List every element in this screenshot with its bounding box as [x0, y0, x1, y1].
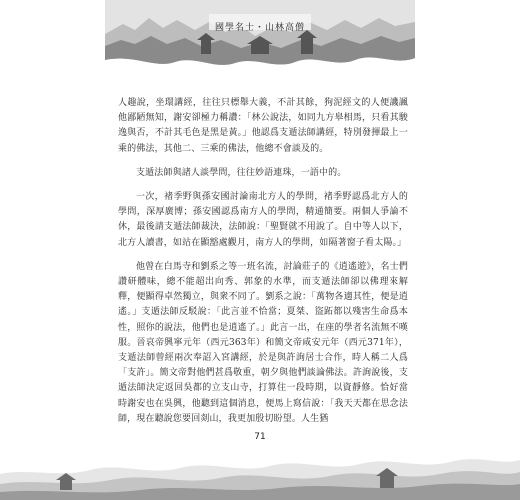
page-number: 71: [254, 432, 266, 442]
page-body: [118, 96, 408, 436]
paragraph: 支遁法師與諸人談學問，往往妙語連珠，一語中的。: [136, 167, 347, 178]
paragraph: 他曾在白馬寺和劉系之等一班名流，討論莊子的《逍遙遊》，名士們讚研體味，總不能超出向秀、郭象的水準，而支遁法師卻以佛理來解釋，便顯得卓然獨立，與衆不同了。劉系之說：「萬物各適其性，便是逍遙。」支遁法師反駁說：「此言並不恰當；夏桀、盜跖都以殘害生命爲本性，照你的說法，他們也是逍遙了。」此言一出，在座的學者名流無不嘆服。晉哀帝興寧元年（西元363年）和簡文帝咸安元年（西元371年），支遁法師曾經兩次奉詔入宮講經，於是與許詢居士合作，時人稱二人爲「支許」。簡文帝對他們甚爲敬重，朝夕與他們談論佛法。許詢說後，支遁法師決定返回吳都的立支山寺，打算住一段時期，以資靜修。恰好當時謝安也在吳興，他聽到這個消息，便馬上寫信說：「我天天都在思念法師，現在聽說您要回剡山，我更加殷切盼望。人生猶: [118, 261, 408, 424]
header-illustration: [105, 0, 415, 72]
paragraph: 人趣說，坐環講經，往往只標舉大義，不計其餘，狗泥經文的人便譏諷他鄙陋無知，謝安卻極力稱讚：「林公說法，如同九方皋相馬，只看其駿逸與否，不計其毛色是黑是黃。」他認爲支遁法師講經，特別發揮最上一乘的佛法，其他二、三乘的佛法，他總不會談及的。: [118, 98, 408, 154]
header-mountain-artwork: [105, 0, 415, 72]
running-header-title: 國學名士・山林高僧: [214, 23, 305, 33]
paragraph: 一次，褚季野與孫安國討論南北方人的學問，褚季野認爲北方人的學問，深厚廣博；孫安國認爲南方人的學問，精通簡要。兩個人爭論不休，最後請支遁法師裁決，法師說：「聖賢就不用說了。自中等人以下，北方人讀書，如站在顯豁處觀月，南方人的學問，如隔著窗子看太陽。」: [118, 192, 408, 248]
